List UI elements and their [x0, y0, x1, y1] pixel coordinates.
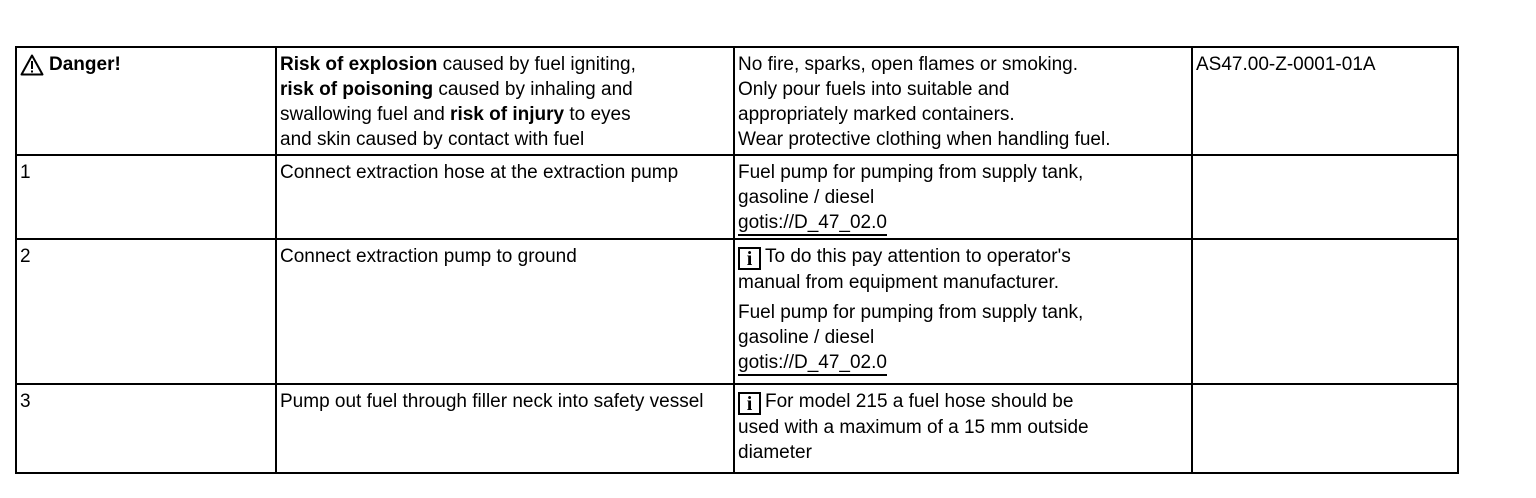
step-instruction: Connect extraction pump to ground — [280, 246, 577, 267]
tool-description: gasoline / diesel — [738, 327, 875, 348]
step-row — [16, 384, 1458, 473]
step-row — [16, 155, 1458, 239]
step-number-cell — [16, 155, 276, 239]
document-code-cell — [1192, 47, 1458, 155]
info-icon: i — [738, 392, 761, 415]
risk-description-cell: Risk of explosion caused by fuel igniting, risk of poisoning caused by inhaling and swallowing fuel and risk of injury to eyes and skin caused by contact with fuel — [276, 47, 734, 155]
step-tool-cell — [734, 155, 1192, 239]
danger-heading — [20, 52, 271, 77]
danger-label: Danger! — [49, 54, 121, 75]
tool-description: Fuel pump for pumping from supply tank, — [738, 162, 1084, 183]
safety-measure: appropriately marked containers. — [738, 104, 1015, 125]
step-number-cell — [16, 239, 276, 384]
safety-measure: Wear protective clothing when handling fuel. — [738, 129, 1111, 150]
info-note: i To do this pay attention to operator's manual from equipment manufacturer. — [738, 246, 1071, 293]
procedure-table — [15, 46, 1459, 474]
step-number: 3 — [20, 391, 31, 412]
step-extra-cell — [1192, 239, 1458, 384]
risk-injury: risk of injury — [450, 104, 565, 125]
warning-triangle-icon — [20, 54, 44, 76]
step-number: 2 — [20, 246, 31, 267]
step-tool-cell — [734, 239, 1192, 384]
info-note: i For model 215 a fuel hose should be used with a maximum of a 15 mm outside diameter — [738, 391, 1089, 463]
danger-label-cell — [16, 47, 276, 155]
step-instruction: Connect extraction hose at the extraction pump — [280, 162, 679, 183]
info-icon: i — [738, 247, 761, 270]
risk-explosion: Risk of explosion — [280, 54, 438, 75]
tool-description: Fuel pump for pumping from supply tank, — [738, 302, 1084, 323]
danger-row — [16, 47, 1458, 155]
safety-measure: Only pour fuels into suitable and — [738, 79, 1010, 100]
tool-description: gasoline / diesel — [738, 187, 875, 208]
step-row — [16, 239, 1458, 384]
document-code: AS47.00-Z-0001-01A — [1196, 54, 1376, 75]
safety-measure: No fire, sparks, open flames or smoking. — [738, 54, 1079, 75]
step-tool-cell — [734, 384, 1192, 473]
risk-poisoning: risk of poisoning — [280, 79, 434, 100]
safety-measures-cell — [734, 47, 1192, 155]
step-number: 1 — [20, 162, 31, 183]
step-number-cell — [16, 384, 276, 473]
step-instruction-cell — [276, 239, 734, 384]
step-instruction: Pump out fuel through filler neck into safety vessel — [280, 391, 704, 412]
tool-link[interactable]: gotis://D_47_02.0 — [738, 351, 887, 376]
tool-link[interactable]: gotis://D_47_02.0 — [738, 211, 887, 236]
step-extra-cell — [1192, 384, 1458, 473]
step-extra-cell — [1192, 155, 1458, 239]
step-instruction-cell — [276, 155, 734, 239]
step-instruction-cell — [276, 384, 734, 473]
